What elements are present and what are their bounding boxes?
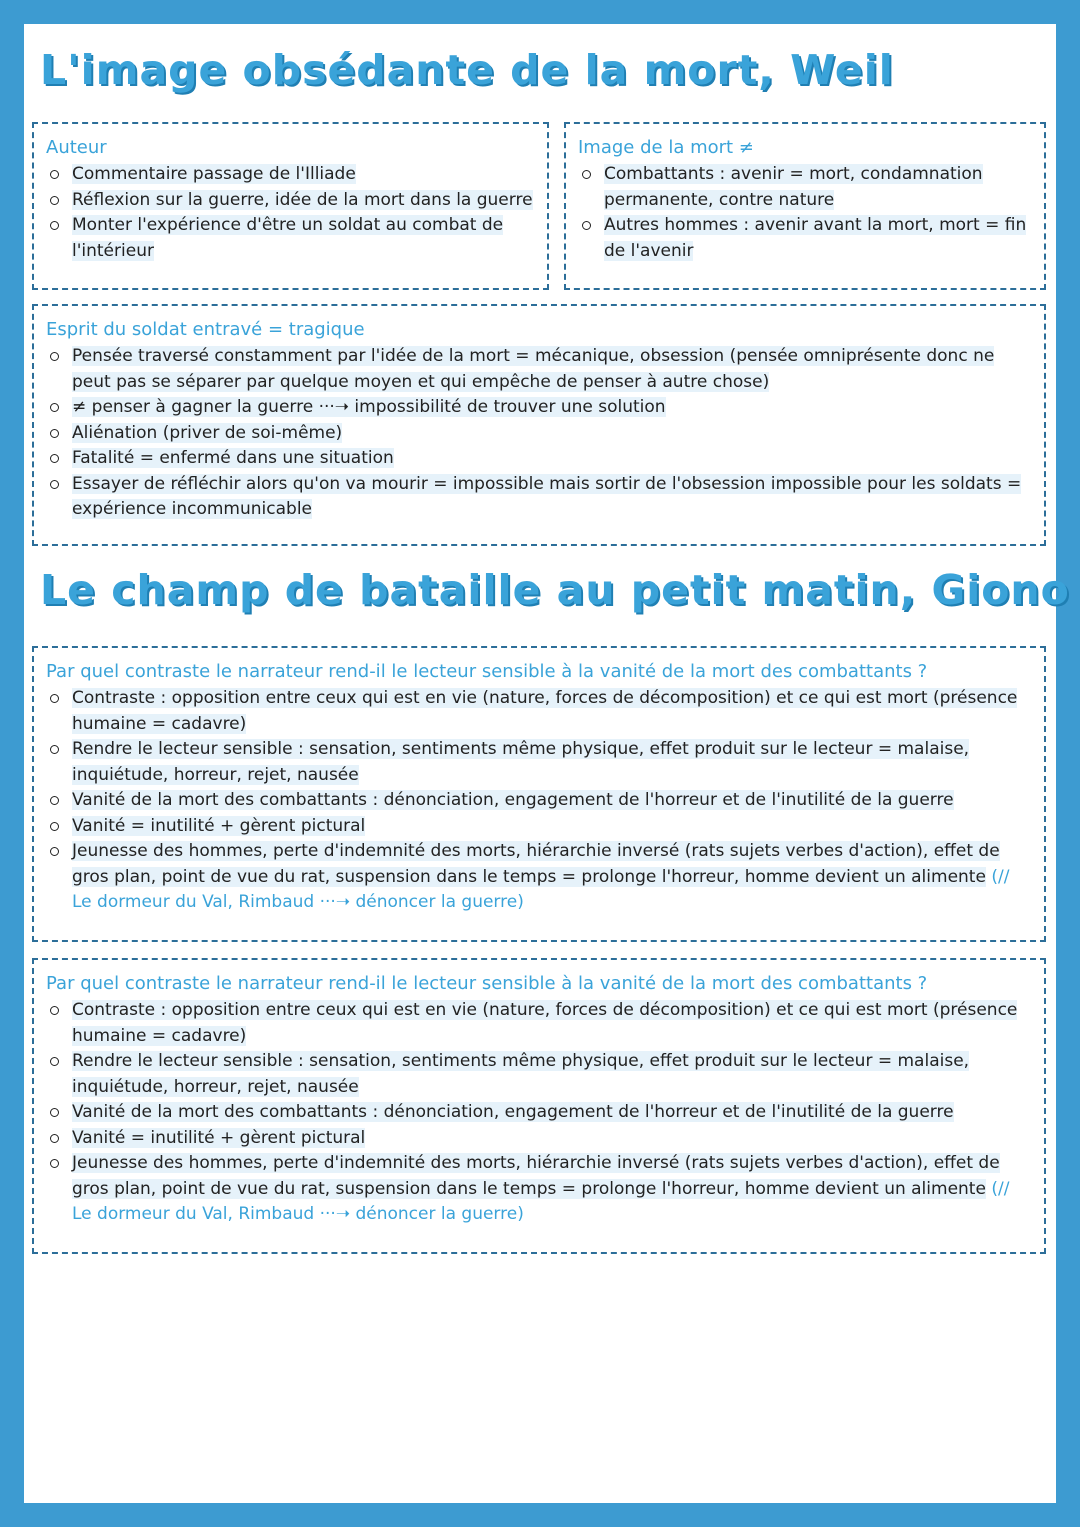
bullet-list bbox=[46, 162, 535, 264]
box-giono-contraste-repeat bbox=[32, 958, 1046, 1254]
list-item: Aliénation (priver de soi-même) bbox=[46, 421, 1032, 447]
bullet-list bbox=[46, 686, 1032, 916]
box-giono-contraste bbox=[32, 646, 1046, 942]
box-auteur bbox=[32, 122, 549, 290]
list-item: Fatalité = enfermé dans une situation bbox=[46, 446, 1032, 472]
list-item: Monter l'expérience d'être un soldat au combat de l'intérieur bbox=[46, 213, 535, 264]
list-item: Vanité de la mort des combattants : dénonciation, engagement de l'horreur et de l'inutilité de la guerre bbox=[46, 1100, 1032, 1126]
reference-text: (// Le dormeur du Val, Rimbaud ···➝ dénoncer la guerre) bbox=[72, 866, 1010, 912]
list-item: Contraste : opposition entre ceux qui est en vie (nature, forces de décomposition) et ce qui est mort (présence humaine = cadavre) bbox=[46, 686, 1032, 737]
box-heading: Par quel contraste le narrateur rend-il le lecteur sensible à la vanité de la mort des combattants ? bbox=[46, 973, 928, 994]
reference-text: (// Le dormeur du Val, Rimbaud ···➝ dénoncer la guerre) bbox=[72, 1178, 1010, 1224]
box-image-mort bbox=[564, 122, 1046, 290]
list-item: Rendre le lecteur sensible : sensation, sentiments même physique, effet produit sur le lecteur = malaise, inquiétude, horreur, rejet, nausée bbox=[46, 737, 1032, 788]
list-item: Essayer de réfléchir alors qu'on va mourir = impossible mais sortir de l'obsession impossible pour les soldats = expérience incommunicable bbox=[46, 472, 1032, 523]
bullet-list bbox=[46, 344, 1032, 523]
list-item: ≠ penser à gagner la guerre ···➝ impossibilité de trouver une solution bbox=[46, 395, 1032, 421]
list-item: Commentaire passage de l'Illiade bbox=[46, 162, 535, 188]
list-item: Vanité = inutilité + gèrent pictural bbox=[46, 814, 1032, 840]
box-heading: Par quel contraste le narrateur rend-il le lecteur sensible à la vanité de la mort des combattants ? bbox=[46, 661, 928, 682]
section-title-weil: L'image obsédante de la mort, Weil bbox=[40, 46, 894, 94]
list-item: Vanité = inutilité + gèrent pictural bbox=[46, 1126, 1032, 1152]
list-item: Autres hommes : avenir avant la mort, mort = fin de l'avenir bbox=[578, 213, 1032, 264]
box-heading: Auteur bbox=[46, 137, 107, 158]
bullet-list bbox=[46, 998, 1032, 1228]
box-heading: Esprit du soldat entravé = tragique bbox=[46, 319, 365, 340]
list-item: Jeunesse des hommes, perte d'indemnité des morts, hiérarchie inversé (rats sujets verbes d'action), effet de gros plan, point de vue du rat, suspension dans le temps = prolonge l'horreur, homme devient un alimente (// Le dormeur du Val, Rimbaud ···➝ dénoncer la guerre) bbox=[46, 1151, 1032, 1228]
box-heading: Image de la mort ≠ bbox=[578, 137, 754, 158]
note-page bbox=[24, 24, 1070, 1503]
list-item: Pensée traversé constamment par l'idée de la mort = mécanique, obsession (pensée omniprésente donc ne peut pas se séparer par quelque moyen et qui empêche de penser à autre chose) bbox=[46, 344, 1032, 395]
list-item: Jeunesse des hommes, perte d'indemnité des morts, hiérarchie inversé (rats sujets verbes d'action), effet de gros plan, point de vue du rat, suspension dans le temps = prolonge l'horreur, homme devient un alimente (// Le dormeur du Val, Rimbaud ···➝ dénoncer la guerre) bbox=[46, 839, 1032, 916]
list-item: Contraste : opposition entre ceux qui est en vie (nature, forces de décomposition) et ce qui est mort (présence humaine = cadavre) bbox=[46, 998, 1032, 1049]
bullet-list bbox=[578, 162, 1032, 264]
list-item: Combattants : avenir = mort, condamnation permanente, contre nature bbox=[578, 162, 1032, 213]
section-title-giono: Le champ de bataille au petit matin, Giono bbox=[40, 566, 1070, 614]
box-esprit-soldat bbox=[32, 304, 1046, 546]
list-item: Rendre le lecteur sensible : sensation, sentiments même physique, effet produit sur le lecteur = malaise, inquiétude, horreur, rejet, nausée bbox=[46, 1049, 1032, 1100]
list-item: Vanité de la mort des combattants : dénonciation, engagement de l'horreur et de l'inutilité de la guerre bbox=[46, 788, 1032, 814]
list-item: Réflexion sur la guerre, idée de la mort dans la guerre bbox=[46, 188, 535, 214]
